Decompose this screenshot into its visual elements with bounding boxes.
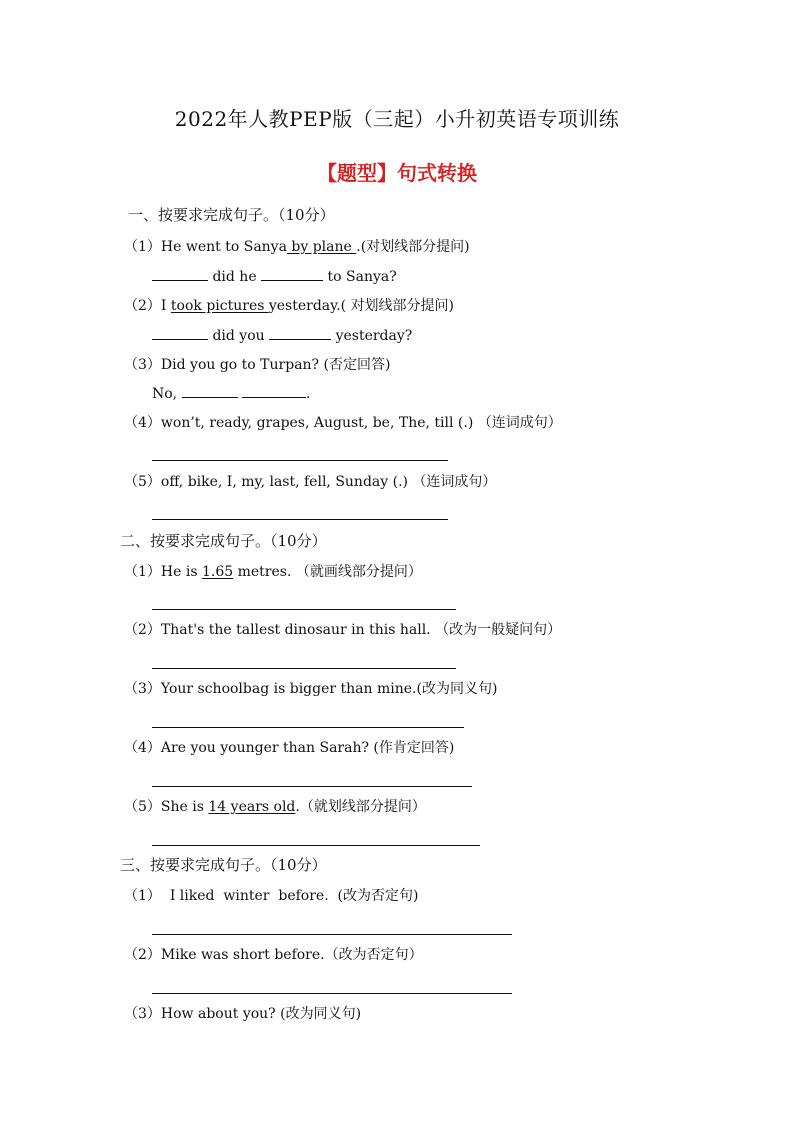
question-1-2 xyxy=(124,297,454,315)
question-instruction: .(对划线部分提问) xyxy=(356,239,470,255)
question-instruction: .（就划线部分提问） xyxy=(295,799,426,815)
answer-blank[interactable] xyxy=(242,385,306,398)
question-1-1 xyxy=(124,238,470,256)
answer-rule[interactable] xyxy=(152,519,448,520)
question-3-1 xyxy=(124,887,418,905)
question-number: （2） xyxy=(124,298,161,314)
question-1-4 xyxy=(124,414,562,432)
question-1-3 xyxy=(124,356,390,374)
question-number: （5） xyxy=(124,474,161,490)
question-number: （1） xyxy=(124,888,161,904)
question-instruction: yesterday.( 对划线部分提问) xyxy=(268,298,455,314)
question-type-subtitle: 【题型】句式转换 xyxy=(317,161,477,185)
answer-line-1-2 xyxy=(152,327,412,345)
question-number: （3） xyxy=(124,681,161,697)
answer-rule[interactable] xyxy=(152,668,456,669)
underlined-phrase: 1.65 xyxy=(201,564,234,580)
answer-rule[interactable] xyxy=(152,934,512,935)
answer-blank[interactable] xyxy=(182,385,238,398)
underlined-phrase: took pictures xyxy=(170,298,269,314)
answer-line-1-3 xyxy=(152,385,311,403)
answer-line-1-1 xyxy=(152,268,397,286)
answer-text: did you xyxy=(212,328,265,344)
question-2-2 xyxy=(124,621,561,639)
question-instruction: metres. （就画线部分提问） xyxy=(233,564,422,580)
question-text: Did you go to Turpan? (否定回答) xyxy=(160,357,391,373)
question-number: （5） xyxy=(124,799,161,815)
question-text: I liked winter before. (改为否定句) xyxy=(160,888,419,904)
answer-text: yesterday? xyxy=(335,328,413,344)
answer-blank[interactable] xyxy=(261,268,323,281)
section-1-heading: 一、按要求完成句子。（10分） xyxy=(128,206,335,224)
section-2-heading: 二、按要求完成句子。（10分） xyxy=(120,532,327,550)
question-2-4 xyxy=(124,739,454,757)
question-text: Mike was short before.（改为否定句） xyxy=(160,947,423,963)
answer-text: did he xyxy=(212,269,257,285)
answer-rule[interactable] xyxy=(152,993,512,994)
question-text: That's the tallest dinosaur in this hall. （改为一般疑问句） xyxy=(160,622,562,638)
question-number: （3） xyxy=(124,1006,161,1022)
question-text: How about you? (改为同义句) xyxy=(160,1006,362,1022)
question-text: He went to Sanya xyxy=(160,239,287,255)
question-2-5 xyxy=(124,798,426,816)
answer-blank[interactable] xyxy=(152,268,208,281)
question-text: off, bike, I, my, last, fell, Sunday (.) （连词成句） xyxy=(160,474,497,490)
question-text: I xyxy=(160,298,171,314)
answer-rule[interactable] xyxy=(152,460,448,461)
question-number: （2） xyxy=(124,947,161,963)
answer-rule[interactable] xyxy=(152,609,456,610)
answer-rule[interactable] xyxy=(152,845,480,846)
answer-rule[interactable] xyxy=(152,786,472,787)
answer-text: to Sanya? xyxy=(327,269,397,285)
question-3-3 xyxy=(124,1005,361,1023)
question-number: （3） xyxy=(124,357,161,373)
question-1-5 xyxy=(124,473,496,491)
question-text: won’t, ready, grapes, August, be, The, till (.) （连词成句） xyxy=(160,415,562,431)
question-number: （4） xyxy=(124,415,161,431)
answer-blank[interactable] xyxy=(269,327,331,340)
question-3-2 xyxy=(124,946,423,964)
question-number: （2） xyxy=(124,622,161,638)
question-text: He is xyxy=(160,564,202,580)
question-number: （1） xyxy=(124,239,161,255)
question-text: Your schoolbag is bigger than mine.(改为同义句) xyxy=(160,681,498,697)
question-2-3 xyxy=(124,680,497,698)
question-2-1 xyxy=(124,563,422,581)
document-title: 2022年人教PEP版（三起）小升初英语专项训练 xyxy=(174,107,620,131)
answer-rule[interactable] xyxy=(152,727,464,728)
answer-blank[interactable] xyxy=(152,327,208,340)
section-3-heading: 三、按要求完成句子。（10分） xyxy=(120,856,327,874)
answer-text: No, xyxy=(152,386,178,402)
answer-text: . xyxy=(306,386,311,402)
question-number: （1） xyxy=(124,564,161,580)
underlined-phrase: 14 years old xyxy=(208,799,296,815)
underlined-phrase: by plane xyxy=(286,239,357,255)
question-number: （4） xyxy=(124,740,161,756)
question-text: Are you younger than Sarah? (作肯定回答) xyxy=(160,740,455,756)
question-text: She is xyxy=(160,799,209,815)
